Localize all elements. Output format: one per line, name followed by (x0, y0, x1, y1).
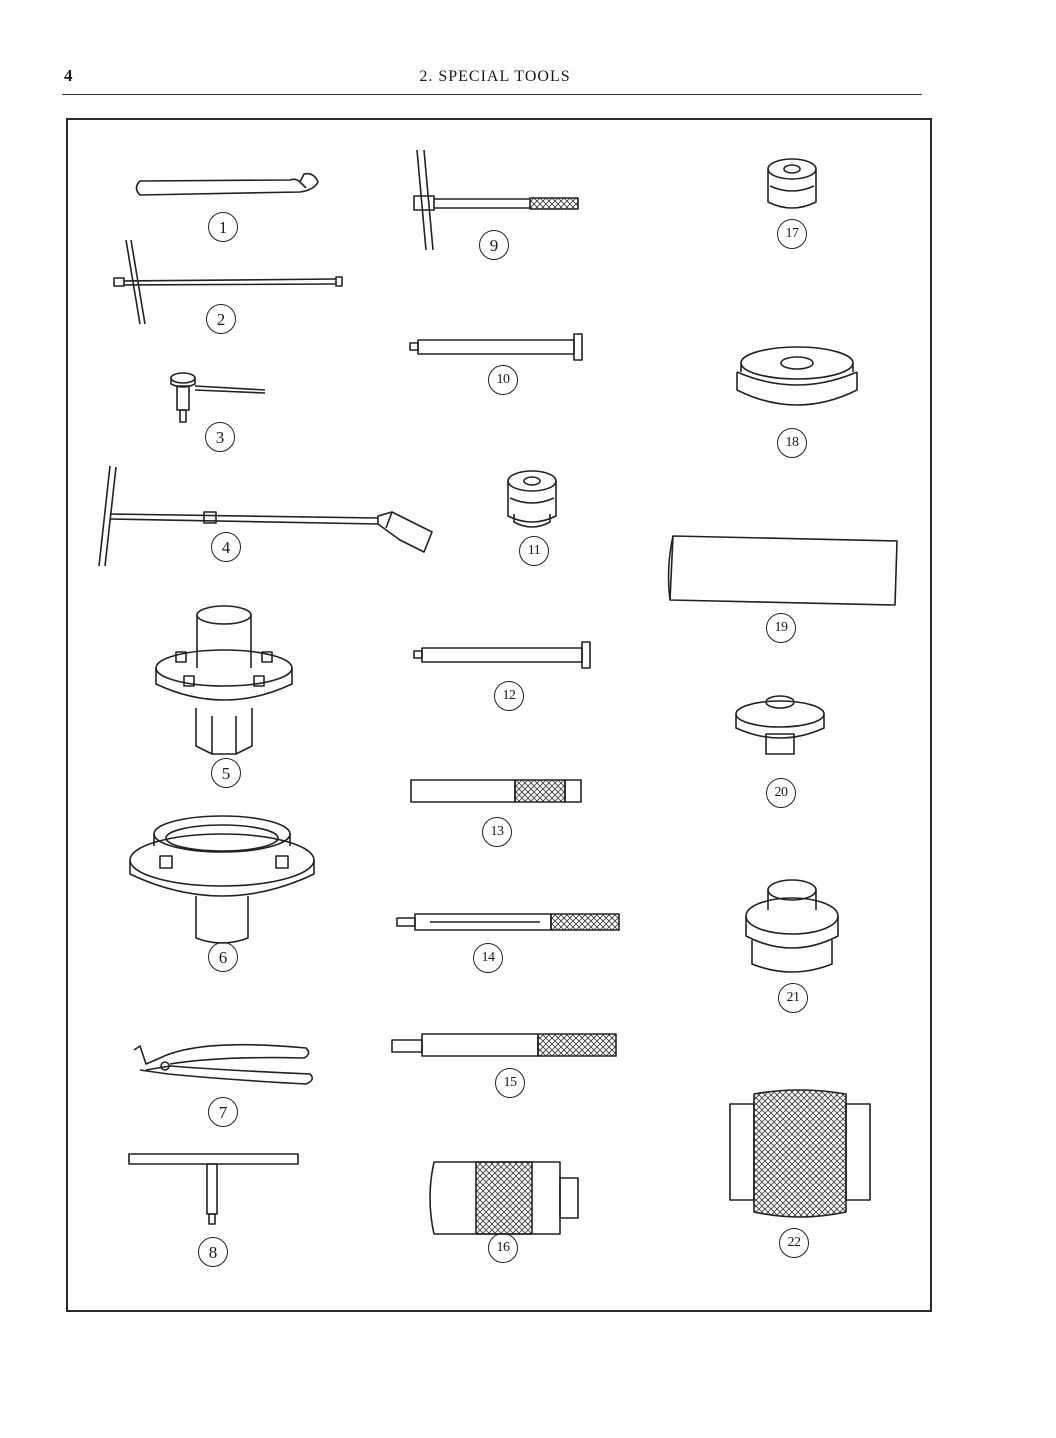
tool-10-drift (410, 334, 582, 360)
tool-label-12: 12 (494, 681, 524, 711)
tool-8-t-pin (129, 1154, 298, 1224)
tool-22-roller (730, 1090, 870, 1217)
tool-label-22: 22 (779, 1228, 809, 1258)
tool-13-knurled-bar (411, 780, 581, 802)
tool-19-sleeve (669, 536, 897, 605)
tool-label-8: 8 (198, 1237, 228, 1267)
tool-label-5: 5 (211, 758, 241, 788)
tool-label-17: 17 (777, 219, 807, 249)
tool-14-puller-shaft (397, 914, 619, 930)
tool-label-10: 10 (488, 365, 518, 395)
tool-label-13: 13 (482, 817, 512, 847)
tool-12-drift (414, 642, 590, 668)
tool-18-wide-spool (737, 347, 857, 405)
page-number: 4 (64, 66, 73, 85)
tool-3-pin-key (171, 373, 265, 422)
tool-label-14: 14 (473, 943, 503, 973)
tool-label-20: 20 (766, 778, 796, 808)
tool-label-3: 3 (205, 422, 235, 452)
tool-label-1: 1 (208, 212, 238, 242)
tool-label-16: 16 (488, 1233, 518, 1263)
tool-label-19: 19 (766, 613, 796, 643)
tool-4-extension-wrench (99, 466, 432, 566)
tool-label-9: 9 (479, 230, 509, 260)
tool-15-stepped-bar (392, 1034, 616, 1056)
tool-7-pliers (134, 1045, 312, 1084)
tool-label-11: 11 (519, 536, 549, 566)
tool-label-4: 4 (211, 532, 241, 562)
tool-label-21: 21 (778, 983, 808, 1013)
tool-5-flange-holder (156, 606, 292, 754)
tool-label-2: 2 (206, 304, 236, 334)
page-title: 2. SPECIAL TOOLS (419, 68, 571, 85)
tool-17-spool (768, 159, 816, 208)
tool-20-adapter (736, 696, 824, 754)
tool-label-18: 18 (777, 428, 807, 458)
tool-label-7: 7 (208, 1097, 238, 1127)
tool-16-knurled-handle (430, 1162, 578, 1234)
tool-label-6: 6 (208, 942, 238, 972)
tool-6-ring-holder (130, 816, 314, 943)
tool-11-spool (508, 471, 556, 527)
tool-21-adapter (746, 880, 838, 972)
tool-label-15: 15 (495, 1068, 525, 1098)
tool-1-hook-spanner (137, 174, 319, 195)
